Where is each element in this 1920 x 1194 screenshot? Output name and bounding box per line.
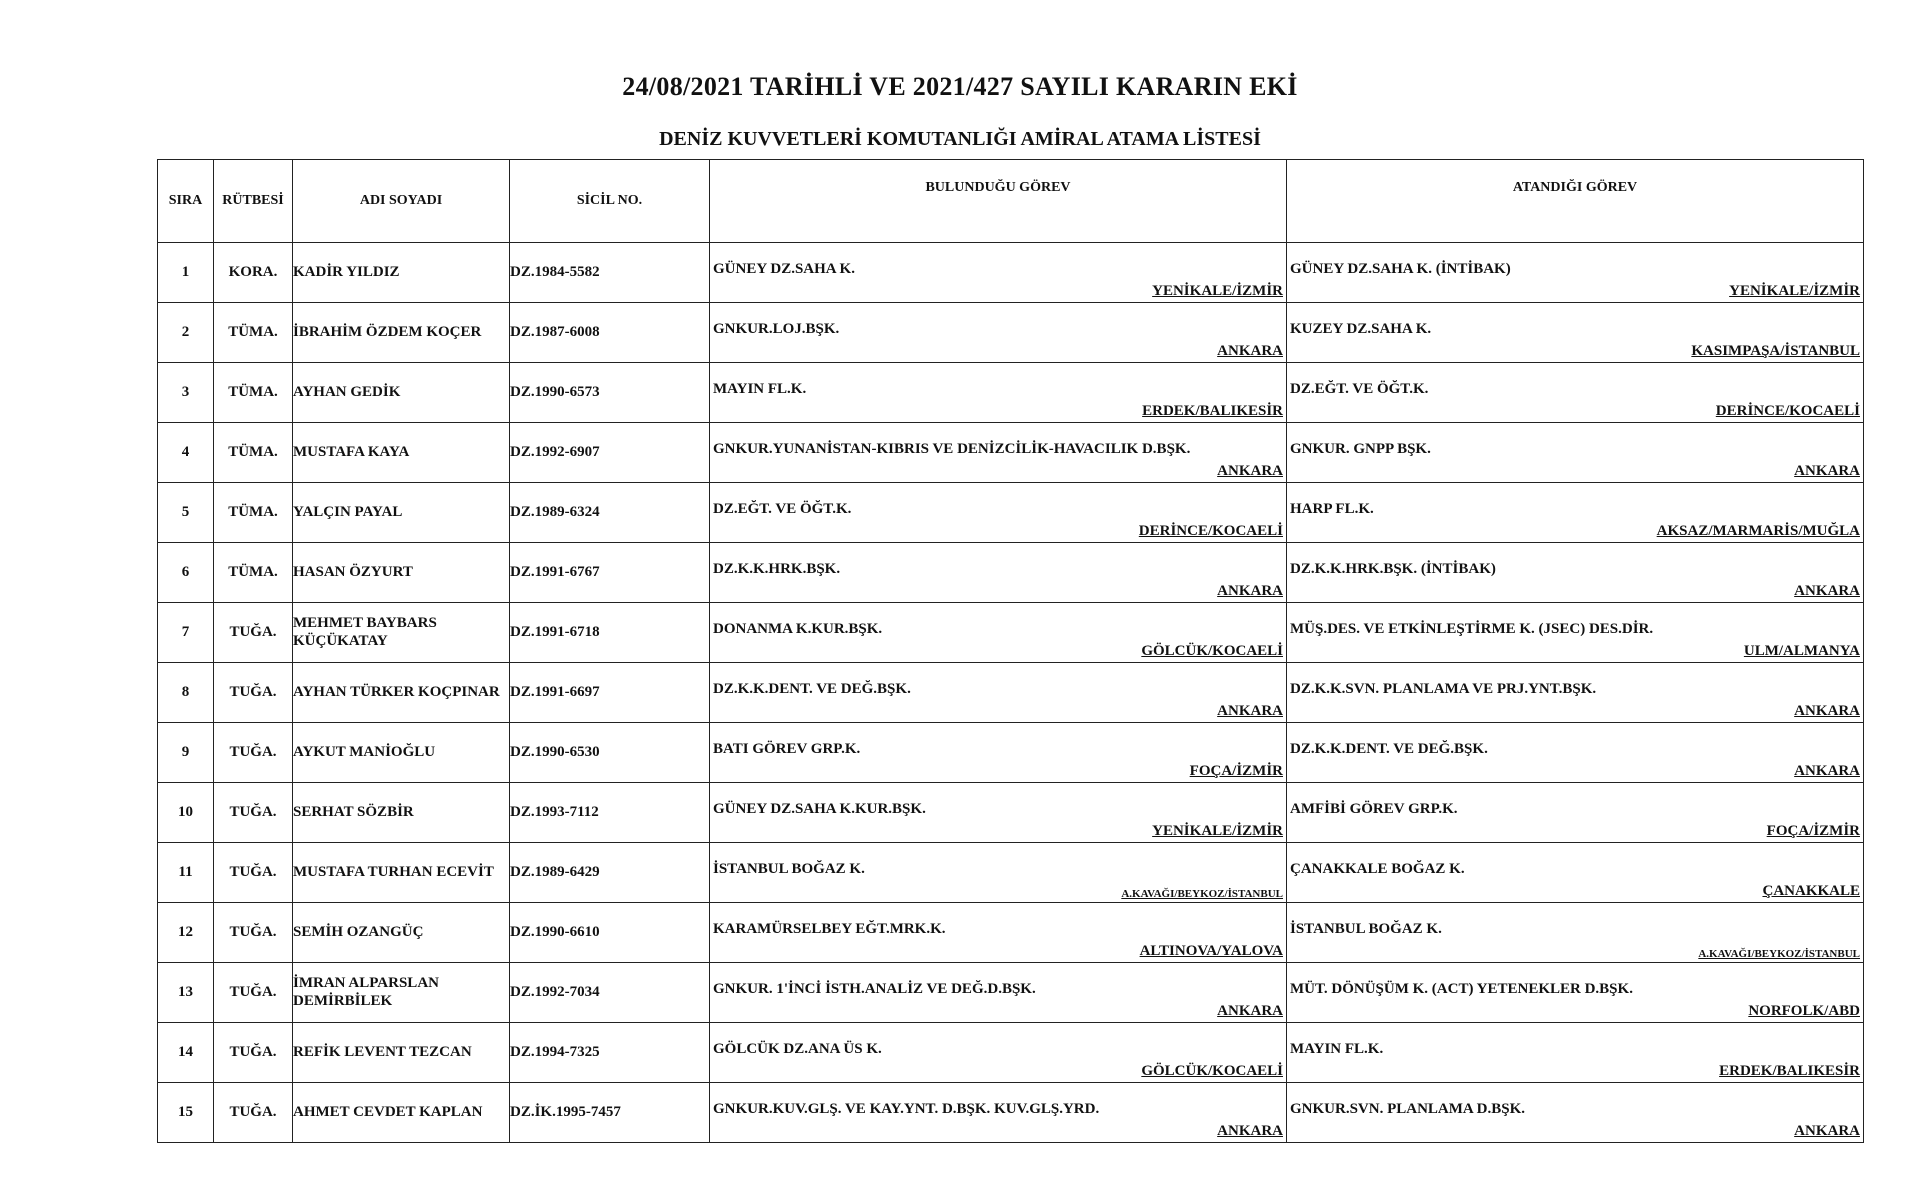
cell-sicil-no: DZ.1994-7325	[510, 1023, 710, 1083]
cell-atandigi-gorev-title: MAYIN FL.K.	[1290, 1040, 1384, 1057]
cell-adi-soyadi: KADİR YILDIZ	[293, 243, 510, 303]
cell-bulundugu-gorev-location: FOÇA/İZMİR	[1189, 763, 1283, 779]
cell-atandigi-gorev	[1287, 903, 1864, 963]
cell-sira: 2	[158, 303, 214, 363]
cell-adi-soyadi: MUSTAFA KAYA	[293, 423, 510, 483]
cell-sira: 14	[158, 1023, 214, 1083]
header-sicil-no: SİCİL NO.	[510, 160, 710, 243]
table-row	[158, 903, 1864, 963]
cell-sira: 3	[158, 363, 214, 423]
cell-bulundugu-gorev-location: YENİKALE/İZMİR	[1152, 823, 1283, 839]
cell-atandigi-gorev	[1287, 363, 1864, 423]
cell-bulundugu-gorev-location: GÖLCÜK/KOCAELİ	[1141, 1063, 1283, 1079]
cell-sicil-no: DZ.1990-6610	[510, 903, 710, 963]
cell-bulundugu-gorev-location: ANKARA	[1217, 463, 1283, 479]
cell-bulundugu-gorev-location: ALTINOVA/YALOVA	[1139, 943, 1283, 959]
cell-adi-soyadi: HASAN ÖZYURT	[293, 543, 510, 603]
assignment-table	[157, 159, 1864, 1143]
header-sira: SIRA	[158, 160, 214, 243]
cell-sira: 8	[158, 663, 214, 723]
cell-adi-soyadi: AYHAN TÜRKER KOÇPINAR	[293, 663, 510, 723]
cell-adi-soyadi: SERHAT SÖZBİR	[293, 783, 510, 843]
cell-atandigi-gorev-title: GNKUR. GNPP BŞK.	[1290, 440, 1431, 457]
cell-atandigi-gorev-location: ANKARA	[1794, 463, 1860, 479]
table-row	[158, 1083, 1864, 1143]
cell-bulundugu-gorev-location: ANKARA	[1217, 1123, 1283, 1139]
cell-sicil-no: DZ.1989-6324	[510, 483, 710, 543]
cell-bulundugu-gorev	[710, 483, 1287, 543]
table-body	[158, 243, 1864, 1143]
cell-bulundugu-gorev	[710, 603, 1287, 663]
cell-bulundugu-gorev-title: GNKUR.YUNANİSTAN-KIBRIS VE DENİZCİLİK-HAVACILIK D.BŞK.	[713, 440, 1191, 457]
cell-sira: 13	[158, 963, 214, 1023]
table-row	[158, 303, 1864, 363]
document-title: 24/08/2021 TARİHLİ VE 2021/427 SAYILI KARARIN EKİ	[622, 72, 1298, 101]
cell-atandigi-gorev-title: İSTANBUL BOĞAZ K.	[1290, 920, 1442, 937]
cell-atandigi-gorev	[1287, 963, 1864, 1023]
cell-sira: 6	[158, 543, 214, 603]
cell-sira: 4	[158, 423, 214, 483]
cell-rutbe: TUĞA.	[214, 843, 293, 903]
cell-bulundugu-gorev-location: ANKARA	[1217, 1003, 1283, 1019]
cell-rutbe: TUĞA.	[214, 783, 293, 843]
cell-rutbe: TÜMA.	[214, 483, 293, 543]
cell-atandigi-gorev	[1287, 303, 1864, 363]
cell-bulundugu-gorev-title: İSTANBUL BOĞAZ K.	[713, 860, 865, 877]
cell-atandigi-gorev-location: ERDEK/BALIKESİR	[1719, 1063, 1860, 1079]
cell-atandigi-gorev	[1287, 603, 1864, 663]
cell-bulundugu-gorev-location: ERDEK/BALIKESİR	[1142, 403, 1283, 419]
cell-rutbe: TUĞA.	[214, 963, 293, 1023]
cell-atandigi-gorev	[1287, 1023, 1864, 1083]
table-row	[158, 723, 1864, 783]
table-row	[158, 423, 1864, 483]
cell-bulundugu-gorev-title: GNKUR.KUV.GLŞ. VE KAY.YNT. D.BŞK. KUV.GLŞ.YRD.	[713, 1100, 1100, 1117]
cell-atandigi-gorev	[1287, 663, 1864, 723]
cell-bulundugu-gorev	[710, 843, 1287, 903]
cell-bulundugu-gorev-title: DZ.EĞT. VE ÖĞT.K.	[713, 500, 852, 517]
cell-atandigi-gorev-location: FOÇA/İZMİR	[1766, 823, 1860, 839]
cell-bulundugu-gorev	[710, 783, 1287, 843]
cell-sicil-no: DZ.1984-5582	[510, 243, 710, 303]
cell-atandigi-gorev-title: HARP FL.K.	[1290, 500, 1374, 517]
table-row	[158, 363, 1864, 423]
cell-bulundugu-gorev-title: GNKUR.LOJ.BŞK.	[713, 320, 840, 337]
header-bulundugu-gorev: BULUNDUĞU GÖREV	[710, 160, 1287, 243]
table-header-row	[158, 160, 1864, 243]
cell-atandigi-gorev-location: ÇANAKKALE	[1762, 883, 1860, 899]
cell-atandigi-gorev-location: ANKARA	[1794, 763, 1860, 779]
cell-bulundugu-gorev-location: YENİKALE/İZMİR	[1152, 283, 1283, 299]
cell-bulundugu-gorev-title: MAYIN FL.K.	[713, 380, 807, 397]
cell-atandigi-gorev	[1287, 243, 1864, 303]
cell-bulundugu-gorev-title: DZ.K.K.DENT. VE DEĞ.BŞK.	[713, 680, 911, 697]
cell-atandigi-gorev-title: MÜŞ.DES. VE ETKİNLEŞTİRME K. (JSEC) DES.DİR.	[1290, 620, 1654, 637]
cell-rutbe: TÜMA.	[214, 543, 293, 603]
cell-sicil-no: DZ.1989-6429	[510, 843, 710, 903]
cell-bulundugu-gorev	[710, 723, 1287, 783]
cell-bulundugu-gorev-title: GÖLCÜK DZ.ANA ÜS K.	[713, 1040, 882, 1057]
cell-atandigi-gorev	[1287, 723, 1864, 783]
cell-sira: 15	[158, 1083, 214, 1143]
cell-atandigi-gorev	[1287, 843, 1864, 903]
cell-bulundugu-gorev	[710, 303, 1287, 363]
cell-atandigi-gorev-title: MÜT. DÖNÜŞÜM K. (ACT) YETENEKLER D.BŞK.	[1290, 980, 1633, 997]
cell-rutbe: TUĞA.	[214, 1083, 293, 1143]
cell-sira: 5	[158, 483, 214, 543]
cell-sicil-no: DZ.1993-7112	[510, 783, 710, 843]
cell-sicil-no: DZ.1992-6907	[510, 423, 710, 483]
cell-bulundugu-gorev-location: DERİNCE/KOCAELİ	[1138, 523, 1283, 539]
cell-atandigi-gorev-location: ULM/ALMANYA	[1743, 643, 1860, 659]
table-row	[158, 783, 1864, 843]
cell-bulundugu-gorev	[710, 543, 1287, 603]
cell-sicil-no: DZ.1991-6697	[510, 663, 710, 723]
cell-atandigi-gorev-location: ANKARA	[1794, 583, 1860, 599]
cell-atandigi-gorev-location: ANKARA	[1794, 703, 1860, 719]
table-row	[158, 603, 1864, 663]
cell-atandigi-gorev-title: DZ.EĞT. VE ÖĞT.K.	[1290, 380, 1429, 397]
cell-atandigi-gorev-location: A.KAVAĞI/BEYKOZ/İSTANBUL	[1698, 948, 1860, 960]
cell-rutbe: KORA.	[214, 243, 293, 303]
cell-atandigi-gorev-title: ÇANAKKALE BOĞAZ K.	[1290, 860, 1465, 877]
cell-bulundugu-gorev	[710, 243, 1287, 303]
header-rutbe: RÜTBESİ	[214, 160, 293, 243]
cell-bulundugu-gorev	[710, 1023, 1287, 1083]
cell-sira: 12	[158, 903, 214, 963]
cell-sira: 11	[158, 843, 214, 903]
cell-rutbe: TUĞA.	[214, 603, 293, 663]
cell-sira: 9	[158, 723, 214, 783]
cell-atandigi-gorev-title: KUZEY DZ.SAHA K.	[1290, 320, 1432, 337]
cell-rutbe: TUĞA.	[214, 723, 293, 783]
cell-adi-soyadi: MEHMET BAYBARS KÜÇÜKATAY	[293, 603, 510, 663]
cell-adi-soyadi: AYHAN GEDİK	[293, 363, 510, 423]
cell-sicil-no: DZ.1990-6530	[510, 723, 710, 783]
cell-atandigi-gorev-title: AMFİBİ GÖREV GRP.K.	[1290, 800, 1458, 817]
header-adi-soyadi: ADI SOYADI	[293, 160, 510, 243]
cell-sicil-no: DZ.1992-7034	[510, 963, 710, 1023]
cell-bulundugu-gorev	[710, 903, 1287, 963]
table-row	[158, 243, 1864, 303]
cell-atandigi-gorev	[1287, 783, 1864, 843]
cell-adi-soyadi: SEMİH OZANGÜÇ	[293, 903, 510, 963]
cell-bulundugu-gorev-location: ANKARA	[1217, 703, 1283, 719]
cell-atandigi-gorev-location: DERİNCE/KOCAELİ	[1715, 403, 1860, 419]
cell-sicil-no: DZ.1987-6008	[510, 303, 710, 363]
cell-rutbe: TÜMA.	[214, 303, 293, 363]
cell-bulundugu-gorev	[710, 963, 1287, 1023]
cell-atandigi-gorev-title: GNKUR.SVN. PLANLAMA D.BŞK.	[1290, 1100, 1526, 1117]
cell-adi-soyadi: MUSTAFA TURHAN ECEVİT	[293, 843, 510, 903]
header-atandigi-gorev: ATANDIĞI GÖREV	[1287, 160, 1864, 243]
cell-adi-soyadi: AHMET CEVDET KAPLAN	[293, 1083, 510, 1143]
cell-atandigi-gorev-location: KASIMPAŞA/İSTANBUL	[1691, 343, 1860, 359]
cell-atandigi-gorev-title: DZ.K.K.HRK.BŞK. (İNTİBAK)	[1290, 560, 1496, 577]
cell-atandigi-gorev-location: NORFOLK/ABD	[1748, 1003, 1860, 1019]
cell-adi-soyadi: İMRAN ALPARSLAN DEMİRBİLEK	[293, 963, 510, 1023]
cell-bulundugu-gorev	[710, 423, 1287, 483]
cell-atandigi-gorev-title: DZ.K.K.SVN. PLANLAMA VE PRJ.YNT.BŞK.	[1290, 680, 1597, 697]
cell-rutbe: TUĞA.	[214, 663, 293, 723]
cell-atandigi-gorev-location: AKSAZ/MARMARİS/MUĞLA	[1656, 523, 1860, 539]
cell-bulundugu-gorev-title: GNKUR. 1'İNCİ İSTH.ANALİZ VE DEĞ.D.BŞK.	[713, 980, 1036, 997]
cell-atandigi-gorev	[1287, 423, 1864, 483]
table-row	[158, 483, 1864, 543]
cell-bulundugu-gorev-title: KARAMÜRSELBEY EĞT.MRK.K.	[713, 920, 946, 937]
cell-bulundugu-gorev-title: BATI GÖREV GRP.K.	[713, 740, 861, 757]
cell-atandigi-gorev	[1287, 543, 1864, 603]
cell-bulundugu-gorev-title: DZ.K.K.HRK.BŞK.	[713, 560, 841, 577]
table-row	[158, 543, 1864, 603]
cell-sira: 7	[158, 603, 214, 663]
cell-atandigi-gorev-location: ANKARA	[1794, 1123, 1860, 1139]
cell-adi-soyadi: İBRAHİM ÖZDEM KOÇER	[293, 303, 510, 363]
cell-bulundugu-gorev-location: GÖLCÜK/KOCAELİ	[1141, 643, 1283, 659]
table-row	[158, 663, 1864, 723]
table-row	[158, 1023, 1864, 1083]
cell-sicil-no: DZ.1991-6767	[510, 543, 710, 603]
cell-sira: 1	[158, 243, 214, 303]
table-row	[158, 963, 1864, 1023]
cell-bulundugu-gorev-location: ANKARA	[1217, 343, 1283, 359]
cell-sicil-no: DZ.1990-6573	[510, 363, 710, 423]
cell-bulundugu-gorev	[710, 1083, 1287, 1143]
cell-bulundugu-gorev-title: DONANMA K.KUR.BŞK.	[713, 620, 883, 637]
table-row	[158, 843, 1864, 903]
cell-atandigi-gorev	[1287, 483, 1864, 543]
cell-sira: 10	[158, 783, 214, 843]
cell-sicil-no: DZ.İK.1995-7457	[510, 1083, 710, 1143]
cell-rutbe: TUĞA.	[214, 903, 293, 963]
cell-rutbe: TUĞA.	[214, 1023, 293, 1083]
cell-bulundugu-gorev-location: ANKARA	[1217, 583, 1283, 599]
cell-rutbe: TÜMA.	[214, 363, 293, 423]
cell-atandigi-gorev-title: GÜNEY DZ.SAHA K. (İNTİBAK)	[1290, 260, 1511, 277]
cell-bulundugu-gorev-location: A.KAVAĞI/BEYKOZ/İSTANBUL	[1121, 888, 1283, 900]
cell-bulundugu-gorev-title: GÜNEY DZ.SAHA K.	[713, 260, 855, 277]
cell-bulundugu-gorev	[710, 663, 1287, 723]
cell-adi-soyadi: REFİK LEVENT TEZCAN	[293, 1023, 510, 1083]
cell-atandigi-gorev-location: YENİKALE/İZMİR	[1729, 283, 1860, 299]
cell-bulundugu-gorev	[710, 363, 1287, 423]
cell-atandigi-gorev-title: DZ.K.K.DENT. VE DEĞ.BŞK.	[1290, 740, 1488, 757]
document-subtitle: DENİZ KUVVETLERİ KOMUTANLIĞI AMİRAL ATAMA LİSTESİ	[659, 128, 1261, 150]
cell-rutbe: TÜMA.	[214, 423, 293, 483]
cell-atandigi-gorev	[1287, 1083, 1864, 1143]
cell-bulundugu-gorev-title: GÜNEY DZ.SAHA K.KUR.BŞK.	[713, 800, 926, 817]
cell-sicil-no: DZ.1991-6718	[510, 603, 710, 663]
cell-adi-soyadi: AYKUT MANİOĞLU	[293, 723, 510, 783]
cell-adi-soyadi: YALÇIN PAYAL	[293, 483, 510, 543]
